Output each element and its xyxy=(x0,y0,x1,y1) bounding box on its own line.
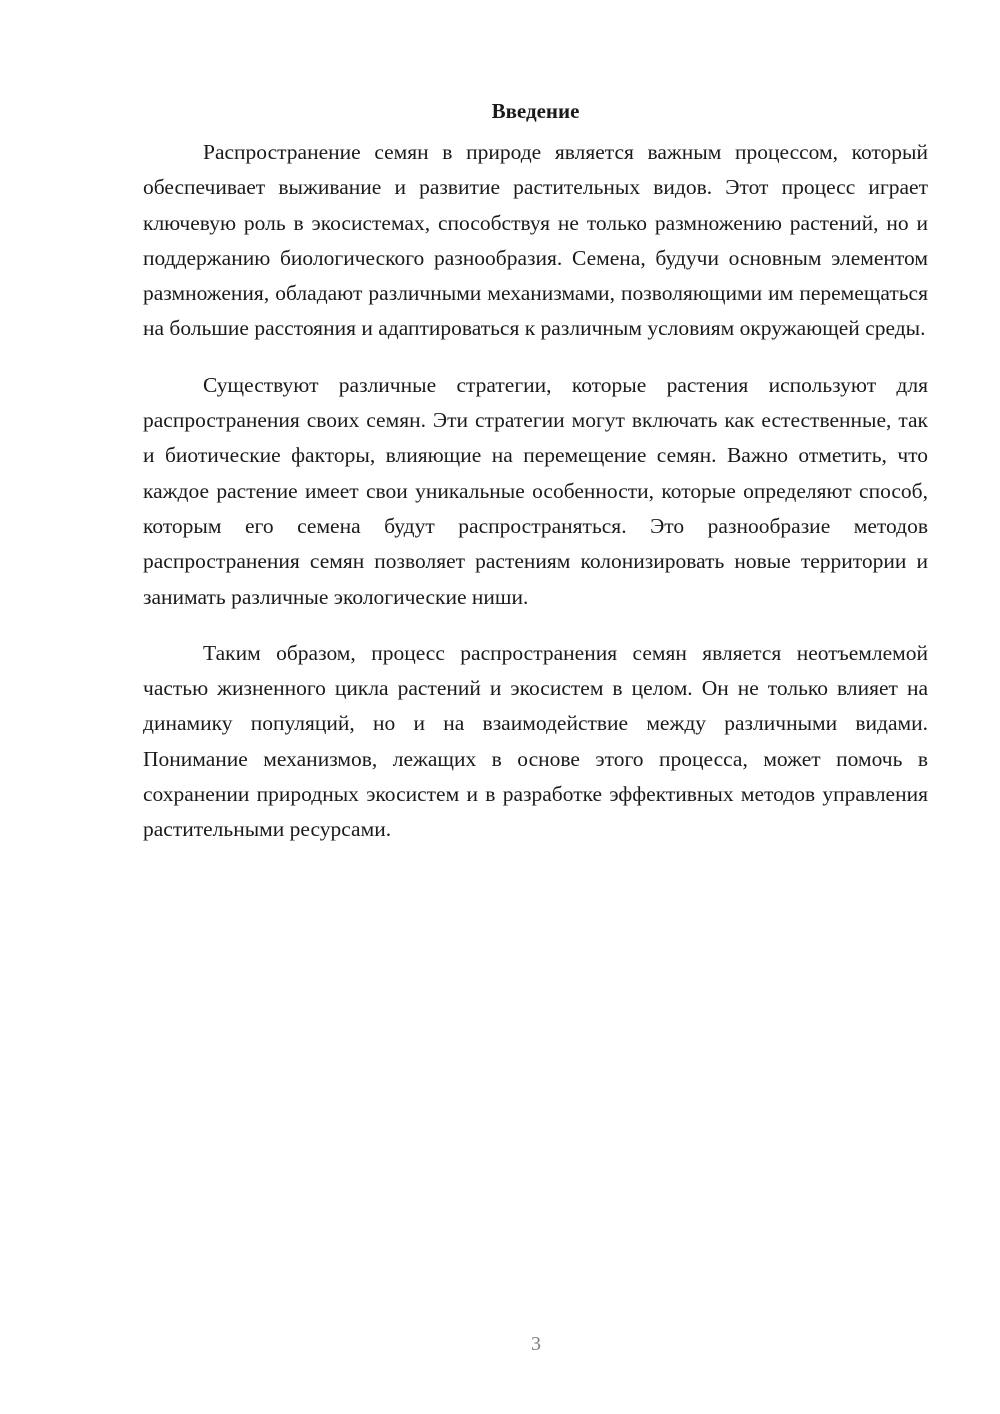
page-number: 3 xyxy=(531,1333,541,1355)
paragraph-3: Таким образом, процесс распространения семян является неотъемлемой частью жизненного цикла растений и экосистем в целом. Он не только влияет на динамику популяций, но и на взаимодействие между различными видами. Понимание механизмов, лежащих в основе этого процесса, может помочь в сохранении природных экосистем и в разработке эффективных методов управления растительными ресурсами. xyxy=(143,640,928,842)
page-content xyxy=(143,97,928,869)
section-heading: Введение xyxy=(491,99,580,123)
paragraph-1: Распространение семян в природе является важным процессом, который обеспечивает выживание и развитие растительных видов. Этот процесс играет ключевую роль в экосистемах, способствуя не только размножению растений, но и поддержанию биологического разнообразия. Семена, будучи основным элементом размножения, обладают различными механизмами, позволяющими им перемещаться на большие расстояния и адаптироваться к различным условиям окружающей среды. xyxy=(143,140,928,341)
paragraph-2: Существуют различные стратегии, которые растения используют для распространения своих семян. Эти стратегии могут включать как естественные, так и биотические факторы, влияющие на перемещение семян. Важно отметить, что каждое растение имеет свои уникальные особенности, которые определяют способ, которым его семена будут распространяться. Это разнообразие методов распространения семян позволяет растениям колонизировать новые территории и занимать различные экологические ниши. xyxy=(143,372,928,609)
